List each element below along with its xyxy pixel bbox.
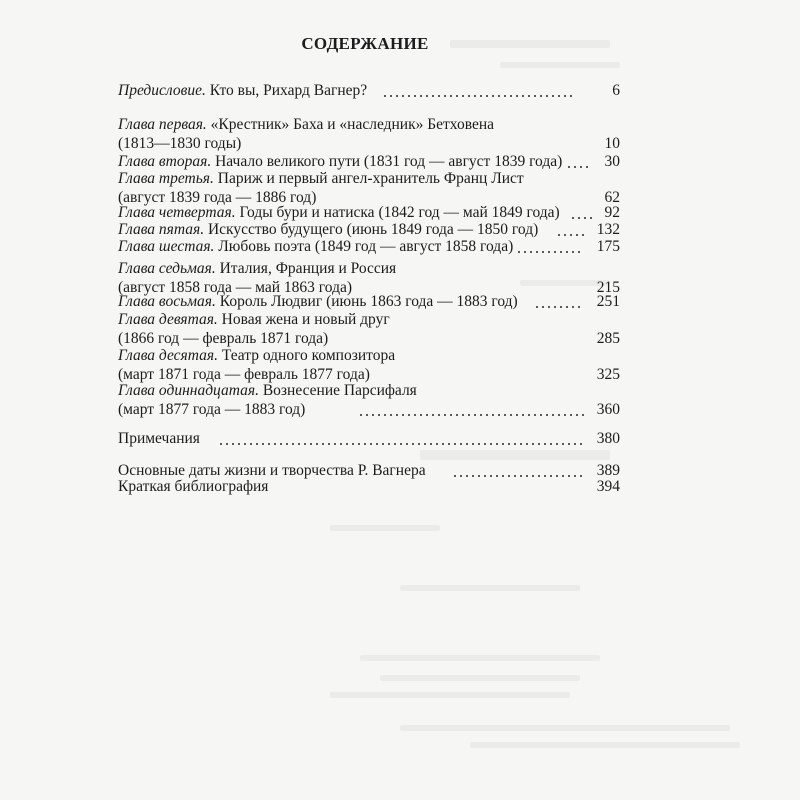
page-number: 285	[596, 330, 620, 347]
page-number: 6	[612, 82, 620, 99]
entry-title: Основные даты жизни и творчества Р. Вагнера	[118, 462, 426, 479]
entry-title-cont: (март 1871 года — февраль 1877 года)	[118, 366, 370, 383]
entry-title: Театр одного композитора	[221, 347, 396, 364]
entry-title: Любовь поэта (1849 год — август 1858 года)	[218, 238, 514, 255]
toc-entry-chapter-11[interactable]	[118, 381, 620, 419]
toc-entry-chapter-3[interactable]	[118, 169, 620, 207]
toc-entry-chapter-1[interactable]	[118, 115, 620, 153]
entry-label: Глава десятая.	[118, 347, 218, 364]
toc-heading: СОДЕРЖАНИЕ	[301, 34, 429, 53]
entry-title: Начало великого пути (1831 год — август 1839 года)	[215, 153, 563, 170]
entry-title-cont: (август 1858 года — май 1863 года)	[118, 279, 352, 296]
entry-title: Искусство будущего (июнь 1849 года — 1850 год)	[207, 221, 539, 238]
entry-title: Вознесение Парсифаля	[262, 382, 417, 399]
entry-title: Краткая библиография	[118, 478, 269, 495]
entry-label: Глава четвертая.	[118, 204, 236, 221]
entry-title: Король Людвиг (июнь 1863 года — 1883 год)	[219, 293, 518, 310]
page-number: 92	[604, 204, 620, 221]
page-number: 132	[596, 221, 620, 238]
toc-entry-preface[interactable]	[118, 81, 620, 100]
page-number: 10	[604, 135, 620, 152]
entry-title: Примечания	[118, 430, 200, 447]
entry-label: Глава одиннадцатая.	[118, 382, 259, 399]
entry-title-cont: (1813—1830 годы)	[118, 135, 242, 152]
page-number: 325	[596, 366, 620, 383]
page-number: 215	[596, 279, 620, 296]
entry-title-cont: (1866 год — февраль 1871 года)	[118, 330, 329, 347]
toc-entry-chapter-10[interactable]	[118, 346, 620, 384]
page-number: 389	[596, 462, 620, 479]
entry-label: Предисловие.	[118, 82, 206, 99]
page-number: 380	[596, 430, 620, 447]
entry-label: Глава третья.	[118, 170, 214, 187]
entry-label: Глава вторая.	[118, 153, 212, 170]
page-number: 175	[596, 238, 620, 255]
page-number: 360	[596, 401, 620, 418]
entry-title: Париж и первый ангел-хранитель Франц Лист	[217, 170, 524, 187]
toc-entry-chapter-8[interactable]	[118, 292, 620, 311]
toc-entry-notes[interactable]	[118, 429, 620, 448]
entry-title: Кто вы, Рихард Вагнер?	[209, 82, 368, 99]
entry-title: Новая жена и новый друг	[221, 311, 390, 328]
page-number: 251	[596, 293, 620, 310]
entry-title: Годы бури и натиска (1842 год — май 1849 года)	[239, 204, 560, 221]
toc-entry-bibliography[interactable]	[118, 477, 620, 496]
entry-title: «Крестник» Баха и «наследник» Бетховена	[210, 116, 495, 133]
entry-label: Глава седьмая.	[118, 260, 216, 277]
page-number: 62	[604, 189, 620, 206]
entry-label: Глава девятая.	[118, 311, 218, 328]
entry-label: Глава первая.	[118, 116, 207, 133]
toc-entry-chapter-6[interactable]	[118, 237, 620, 256]
entry-title: Италия, Франция и Россия	[219, 260, 397, 277]
entry-label: Глава пятая.	[118, 221, 205, 238]
entry-title-cont: (август 1839 года — 1886 год)	[118, 189, 317, 206]
toc-entry-chapter-9[interactable]	[118, 310, 620, 348]
page-number: 394	[596, 478, 620, 495]
entry-label: Глава восьмая.	[118, 293, 216, 310]
entry-label: Глава шестая.	[118, 238, 215, 255]
page-number: 30	[604, 153, 620, 170]
entry-title-cont: (март 1877 года — 1883 год)	[118, 401, 306, 418]
